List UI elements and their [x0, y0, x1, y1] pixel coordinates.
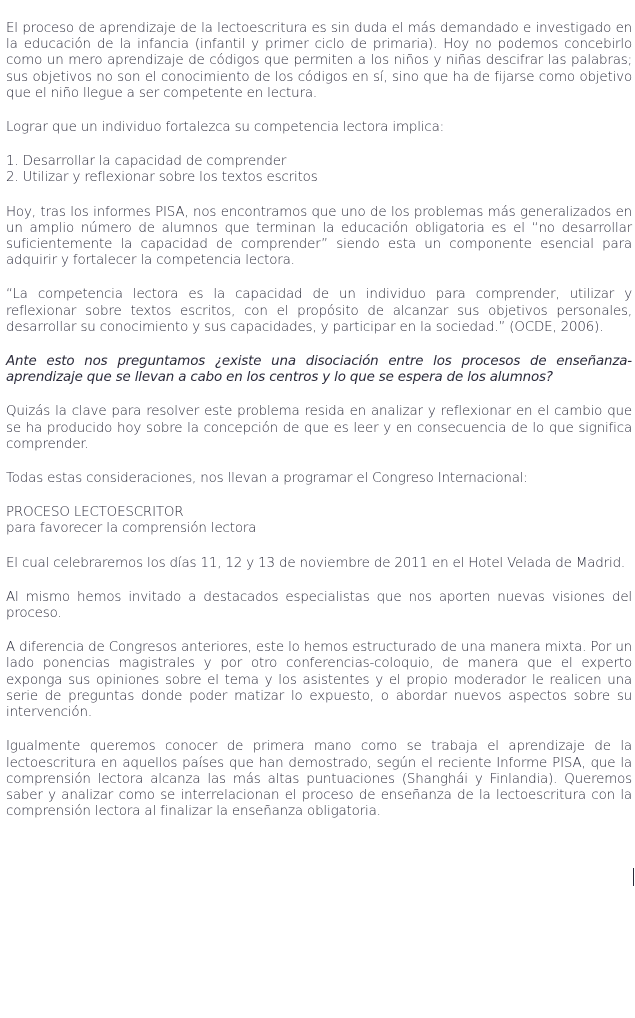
question-paragraph: Ante esto nos preguntamos ¿existe una disociación entre los procesos de enseñanza-aprendizaje que se llevan a cabo en los centros y lo que se espera de los alumnos? — [6, 354, 632, 386]
key-paragraph: Quizás la clave para resolver este problema resida en analizar y reflexionar en el cambio que se ha producido hoy sobre la concepción de que es leer y en consecuencia de lo que significa comprender. — [6, 404, 632, 452]
congress-subtitle: para favorecer la comprensión lectora — [6, 521, 257, 537]
specialists-paragraph: Al mismo hemos invitado a destacados especialistas que nos aporten nuevas visiones del proceso. — [6, 589, 632, 622]
list-item-2: 2. Utilizar y reflexionar sobre los textos escritos — [6, 170, 318, 186]
intro-paragraph: El proceso de aprendizaje de la lectoescritura es sin duda el más demandado e investigado en la educación de la infancia (infantil y primer ciclo de primaria). Hoy no podemos concebirlo como un mero aprendizaje de códigos que permiten a los niños y niñas descifrar las palabras; sus objetivos no son el conocimiento de los códigos en sí, sino que ha de fijarse como objetivo que el niño llegue a ser competente en lectura. — [6, 21, 632, 101]
ocde-quote-paragraph: “La competencia lectora es la capacidad de un individuo para comprender, utilizar y reflexionar sobre textos escritos, con el propósito de alcanzar sus objetivos personales, desarrollar su conocimiento y sus capacidades, y participar en la sociedad.” (OCDE, 2006). — [6, 287, 632, 335]
document-body — [6, 0, 632, 820]
congress-title: PROCESO LECTOESCRITOR — [6, 505, 184, 521]
list-item-1: 1. Desarrollar la capacidad de comprender — [6, 154, 287, 170]
competence-paragraph: Lograr que un individuo fortalezca su competencia lectora implica: — [6, 120, 445, 136]
date-paragraph: El cual celebraremos los días 11, 12 y 13 de noviembre de 2011 en el Hotel Velada de Madrid. — [6, 555, 626, 571]
pisa-paragraph: Hoy, tras los informes PISA, nos encontramos que uno de los problemas más generalizados en un amplio número de alumnos que terminan la educación obligatoria es el “no desarrollar suficientemente la capacidad de comprender” siendo esta un componente esencial para adquirir y fortalecer la competencia lectora. — [6, 204, 632, 269]
international-paragraph: Igualmente queremos conocer de primera mano como se trabaja el aprendizaje de la lectoescritura en aquellos países que han demostrado, según el reciente Informe PISA, que la comprensión lectora alcanza las más altas puntuaciones (Shanghái y Finlandia). Queremos saber y analizar como se interrelacionan el proceso de enseñanza de la lectoescritura con la comprensión lectora al finalizar la enseñanza obligatoria. — [6, 739, 632, 820]
text-cursor-mark — [633, 868, 634, 886]
considerations-paragraph: Todas estas consideraciones, nos llevan a programar el Congreso Internacional: — [6, 471, 528, 487]
structure-paragraph: A diferencia de Congresos anteriores, este lo hemos estructurado de una manera mixta. Por un lado ponencias magistrales y por otro conferencias-coloquio, de manera que el experto exponga sus opiniones sobre el tema y los asistentes y el propio moderador le realicen una serie de preguntas donde poder matizar lo expuesto, o abordar nuevos aspectos sobre su intervención. — [6, 640, 632, 721]
